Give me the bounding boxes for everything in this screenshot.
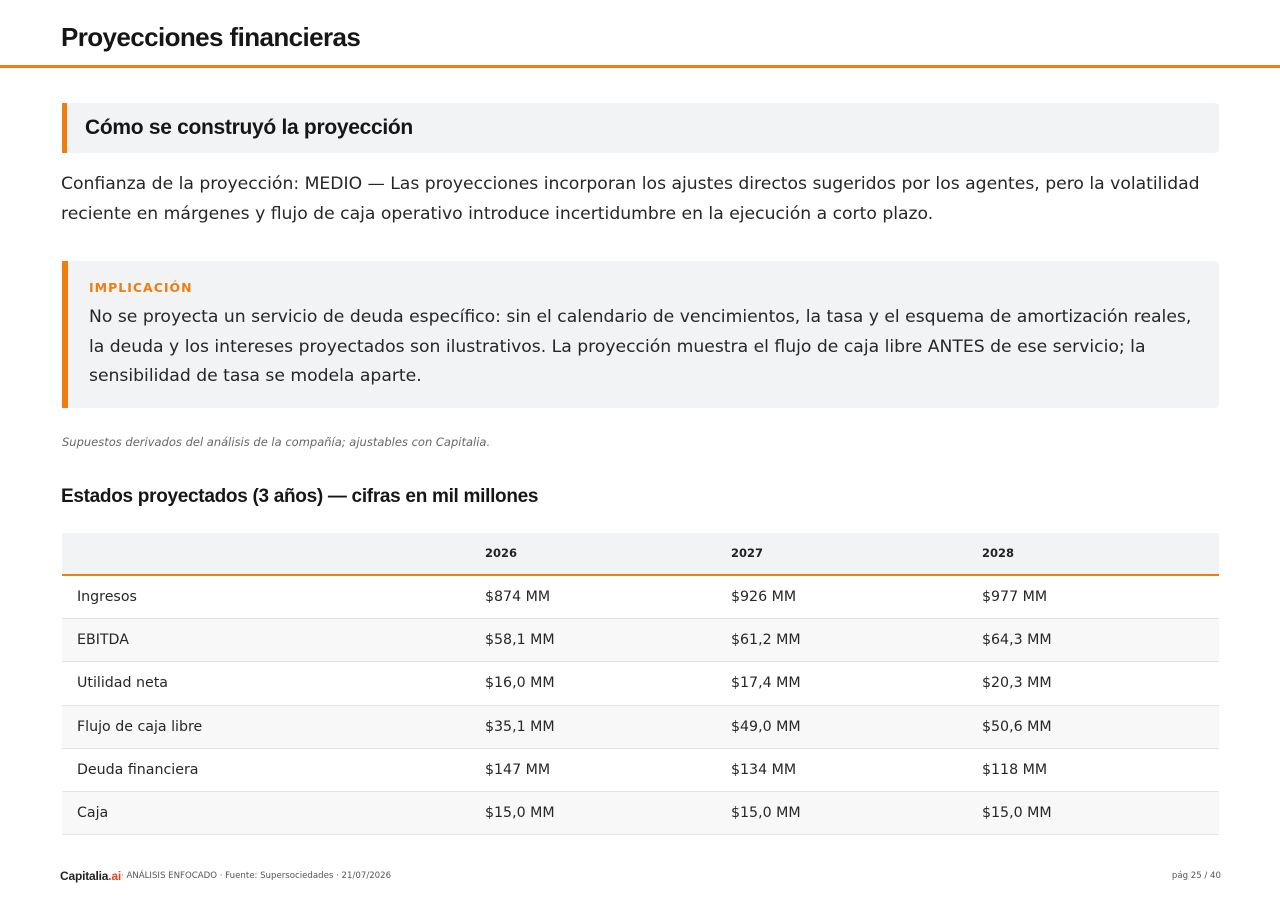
table-cell: $35,1 MM	[485, 718, 555, 735]
table-cell: $926 MM	[731, 589, 797, 605]
row-label: Ingresos	[77, 589, 137, 605]
page-header	[0, 0, 1280, 68]
table-cell: $15,0 MM	[982, 804, 1052, 821]
table-cell: $49,0 MM	[731, 718, 801, 735]
column-header-2026: 2026	[485, 546, 518, 560]
brand-name: Capitalia	[60, 869, 109, 883]
table-row	[62, 749, 1219, 792]
method-section-header	[62, 103, 1219, 153]
table-cell: $874 MM	[485, 589, 551, 605]
confidence-paragraph: Confianza de la proyección: MEDIO — Las proyecciones incorporan los ajustes directos sugeridos por los agentes, pero la volatilidad reciente en márgenes y flujo de caja operativo introduce incertidumbre en la ejecución a corto plazo.	[61, 174, 1200, 224]
brand-logo	[60, 869, 121, 883]
table-cell: $15,0 MM	[485, 804, 555, 821]
implication-label: IMPLICACIÓN	[89, 280, 193, 295]
method-heading: Cómo se construyó la proyección	[85, 116, 413, 139]
row-label: EBITDA	[77, 632, 129, 649]
table-cell: $20,3 MM	[982, 675, 1052, 692]
page-title: Proyecciones financieras	[61, 22, 361, 52]
table-cell: $16,0 MM	[485, 675, 555, 692]
row-label: Flujo de caja libre	[77, 718, 203, 735]
page-number: pág 25 / 40	[1171, 871, 1221, 881]
table-row	[62, 792, 1219, 835]
table-cell: $977 MM	[982, 589, 1048, 605]
brand-suffix: .ai	[108, 869, 121, 883]
table-cell: $58,1 MM	[485, 632, 555, 649]
table-cell: $134 MM	[731, 761, 797, 778]
table-cell: $147 MM	[485, 761, 551, 778]
table-cell: $17,4 MM	[731, 675, 801, 692]
implication-callout	[62, 261, 1219, 408]
column-header-2027: 2027	[731, 546, 764, 560]
table-cell: $61,2 MM	[731, 632, 801, 649]
table-cell: $64,3 MM	[982, 632, 1052, 649]
implication-text: No se proyecta un servicio de deuda específico: sin el calendario de vencimientos, la tasa y el esquema de amortización reales, la deuda y los intereses proyectados son ilustrativos. La proyección muestra el flujo de caja libre ANTES de ese servicio; la sensibilidad de tasa se modela aparte.	[89, 307, 1192, 386]
table-cell: $50,6 MM	[982, 718, 1052, 735]
row-label: Caja	[77, 804, 109, 821]
table-header	[62, 533, 1219, 576]
projection-table	[62, 533, 1219, 835]
table-row	[62, 619, 1219, 662]
assumptions-note: Supuestos derivados del análisis de la compañía; ajustables con Capitalia.	[62, 435, 491, 449]
row-label: Utilidad neta	[77, 675, 168, 692]
projection-table-title: Estados proyectados (3 años) — cifras en mil millones	[61, 486, 539, 507]
table-cell: $118 MM	[982, 761, 1048, 778]
row-label: Deuda financiera	[77, 761, 199, 778]
table-cell: $15,0 MM	[731, 804, 801, 821]
column-header-2028: 2028	[982, 546, 1015, 560]
footer-meta: · ANÁLISIS ENFOCADO · Fuente: Supersociedades · 21/07/2026	[121, 871, 392, 881]
table-row	[62, 706, 1219, 749]
table-row	[62, 662, 1219, 705]
page-footer	[60, 869, 1221, 885]
table-row	[62, 576, 1219, 619]
